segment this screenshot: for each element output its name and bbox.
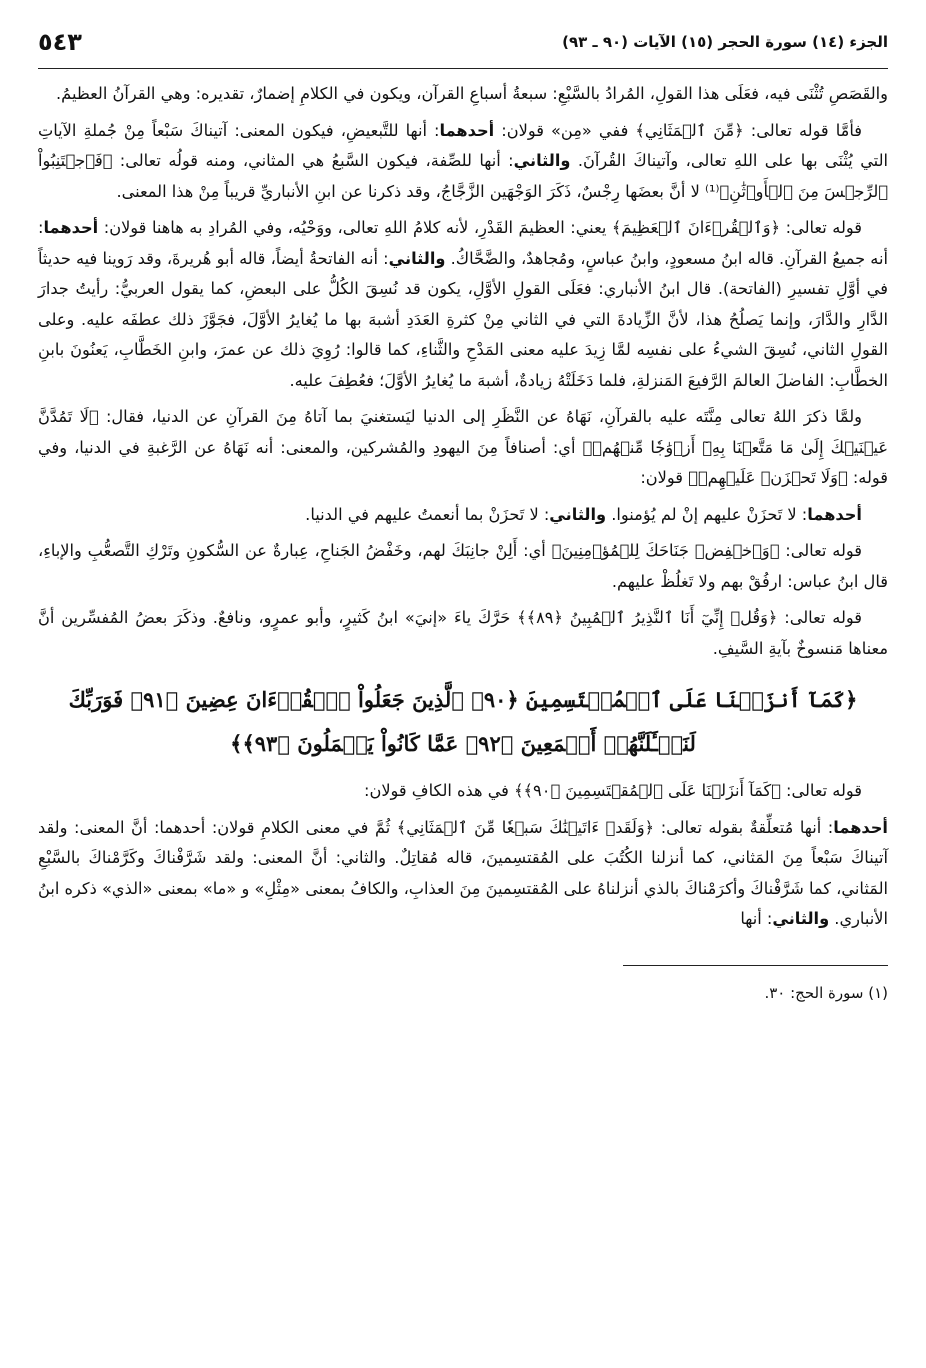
book-page bbox=[38, 22, 888, 1352]
body-text bbox=[38, 79, 888, 664]
paragraph: أحدهما: أنها مُتعلِّقةٌ بقوله تعالى: ﴿وَلَقَدۡ ءَاتَيۡنَٰكَ سَبۡعٗا مِّنَ ٱلۡمَثَانِي﴾ ثُمَّ في معنى الكلامِ قولان: أحدهما: أنَّ المعنى: ولقد آتيناكَ سَبْعاً مِنَ المَثاني، كما أنزلنا الكُتُبَ على المُقتسِمينَ، قاله مُقاتِلٌ. والثاني: أنَّ المعنى: ولقد شَرَّفْناكَ وكَرَّمْناكَ بالسَّبْعِ المَثاني، كما شَرَّفْناكَ وأكرَمْناكَ بالذي أنزلناهُ على المُقتسِمينَ مِنَ العذابِ، والكافُ بمعنى «مِثْلِ» و «ما» بمعنى «الذي» ذكره ابنُ الأنباري. والثاني: أنها bbox=[38, 817, 888, 928]
footnote: (١) سورة الحج: ٣٠. bbox=[764, 983, 888, 1002]
paragraph: قوله تعالى: ﴿كَمَآ أَنزَلۡنَا عَلَى ٱلۡمُقۡتَسِمِينَ ﴿٩٠﴾﴾ في هذه الكافِ قولان: bbox=[363, 781, 862, 800]
header-rule bbox=[38, 68, 888, 69]
paragraph: فأمَّا قوله تعالى: ﴿مِّنَ ٱلۡمَثَانِي﴾ ففي «مِن» قولان: أحدهما: أنها للتَّبعيضِ، فيكون المعنى: آتيناكَ سَبْعاً مِنْ جُملةِ الآياتِ التي يُثْنَى بها على اللهِ تعالى، وآتيناكَ القُرآنَ. والثاني: أنها للصِّفة، فيكون السَّبعُ هي المثاني، ومنه قولُه تعالى: ﴿فَٱجۡتَنِبُواْ ٱلرِّجۡسَ مِنَ ٱلۡأَوۡثَٰنِ﴾⁽¹⁾ لا أنَّ بعضَها رِجْسٌ، ذَكَرَ الوَجْهَين الزَّجَّاجُ، وقد ذكرنا عن ابنِ الأنباريِّ قريباً مِنْ هذا المعنى. bbox=[38, 120, 888, 201]
paragraph: أحدهما: لا تَحزَنْ عليهم إنْ لم يُؤمنوا. والثاني: لا تَحزَنْ بما أنعمتُ عليهم في الدنيا. bbox=[305, 504, 862, 524]
paragraph: ولمَّا ذكرَ اللهُ تعالى مِنَّتَه عليه بالقرآنِ، نَهَاهُ عن النَّظَرِ إلى الدنيا ليَستغنيَ بما آتاهُ مِنَ القرآنِ عن الدنيا، فقال: ﴿لَا تَمُدَّنَّ عَيۡنَيۡكَ إِلَىٰ مَا مَتَّعۡنَا بِهِۦٓ أَزۡوَٰجٗا مِّنۡهُمۡ﴾ أي: أصنافاً مِنَ اليهودِ والمُشركين، والمعنى: أنه نَهَاهُ عن الرَّغبةِ في الدنيا، وفي قوله: ﴿وَلَا تَحۡزَنۡ عَلَيۡهِمۡ﴾ قولان: bbox=[38, 407, 888, 487]
quran-verse-block: ﴿كَمَآ أَنزَلۡنَا عَلَى ٱلۡمُقۡتَسِمِينَ ﴿٩٠﴾ ٱلَّذِينَ جَعَلُواْ ٱلۡقُرۡءَانَ عِضِينَ ﴿٩١﴾ فَوَرَبِّكَ لَنَسۡـَٔلَنَّهُمۡ أَجۡمَعِينَ ﴿٩٢﴾ عَمَّا كَانُواْ يَعۡمَلُونَ ﴿٩٣﴾﴾ bbox=[68, 687, 858, 756]
page-header bbox=[38, 22, 888, 62]
paragraph: قوله تعالى: ﴿وَقُلۡ إِنِّيٓ أَنَا ٱلنَّذِيرُ ٱلۡمُبِينُ ﴿٨٩﴾﴾ حَرَّكَ ياءَ «إنيَ» ابنُ كَثيرٍ، وأبو عمرٍو، ونافعٌ. وذكَرَ بعضُ المُفسِّرين أنَّ معناها مَنسوخٌ بآيةِ السَّيفِ. bbox=[38, 608, 888, 658]
paragraph: والقَصَصِ تُثْنَى فيه، فعَلَى هذا القولِ، المُرادُ بالسَّبْعِ: سبعةُ أسباعِ القرآن، ويكون في الكلامِ إضمارٌ، تقديره: وهي القرآنُ العظيمُ. bbox=[56, 84, 888, 103]
running-title: الجزء (١٤) سورة الحجر (١٥) الآيات (٩٠ ـ ٩٣) bbox=[562, 33, 888, 51]
body-text-continued bbox=[38, 776, 888, 935]
paragraph: قوله تعالى: ﴿وَٱخۡفِضۡ جَنَاحَكَ لِلۡمُؤۡمِنِينَ﴾ أي: أَلِنْ جانِبَكَ لهم، وخَفْضُ الجَناحِ، عِبارةٌ عن السُّكونِ وتَرْكِ التَّصعُّبِ والإباءِ، قال ابنُ عباس: ارفُقْ بهم ولا تَغلُظْ عليهم. bbox=[38, 541, 888, 591]
footnote-rule bbox=[623, 965, 888, 966]
paragraph: قوله تعالى: ﴿وَٱلۡقُرۡءَانَ ٱلۡعَظِيمَ﴾ يعني: العظيمَ القَدْرِ، لأنه كلامُ اللهِ تعالى، ووَحْيُه، وفي المُرادِ به هاهنا قولان: أحدهما: أنه جميعُ القرآنِ. قاله ابنُ مسعودٍ، وابنُ عباسٍ، ومُجاهدٌ، والضَّحَّاكُ. والثاني: أنه الفاتحةُ أيضاً، قاله أبو هُريرةَ، وقد رَوينا فيه حديثاً في أوَّلِ تفسيرِ (الفاتحة). قال ابنُ الأنباري: فعَلَى القولِ الأوَّلِ، يكون قد نُسِقَ الكُلُّ على البعضِ، كما يقول العربيُّ: رأيتُ جدارَ الدَّارِ والدَّارَ، وإنما يَصلُحُ هذا، لأنَّ الزِّيادةَ التي في الثاني مِنْ كثرةِ العَدَدِ أشبهَ بها ما يُغايرُ الأوَّلَ، فجَوَّزَ ذلك عطفَه عليه. وعلى القولِ الثاني، نُسِقَ الشيءُ على نفسِه لمَّا زِيدَ عليه معنى المَدْحِ والثَّناءِ، كما قالوا: رُوِيَ ذلك عن عمرَ، وابنِ الخَطَّابِ، يَعنُونَ بابنِ الخطَّابِ: الفاضلَ العالمَ الرَّفيعَ المَنزلةِ، فلما دَخَلَتْهُ زيادةٌ، أشبهَ ما يُغايرُ الأوَّلَ؛ فعُطِفَ عليه. bbox=[38, 218, 888, 390]
page-number: ٥٤٣ bbox=[38, 28, 82, 56]
